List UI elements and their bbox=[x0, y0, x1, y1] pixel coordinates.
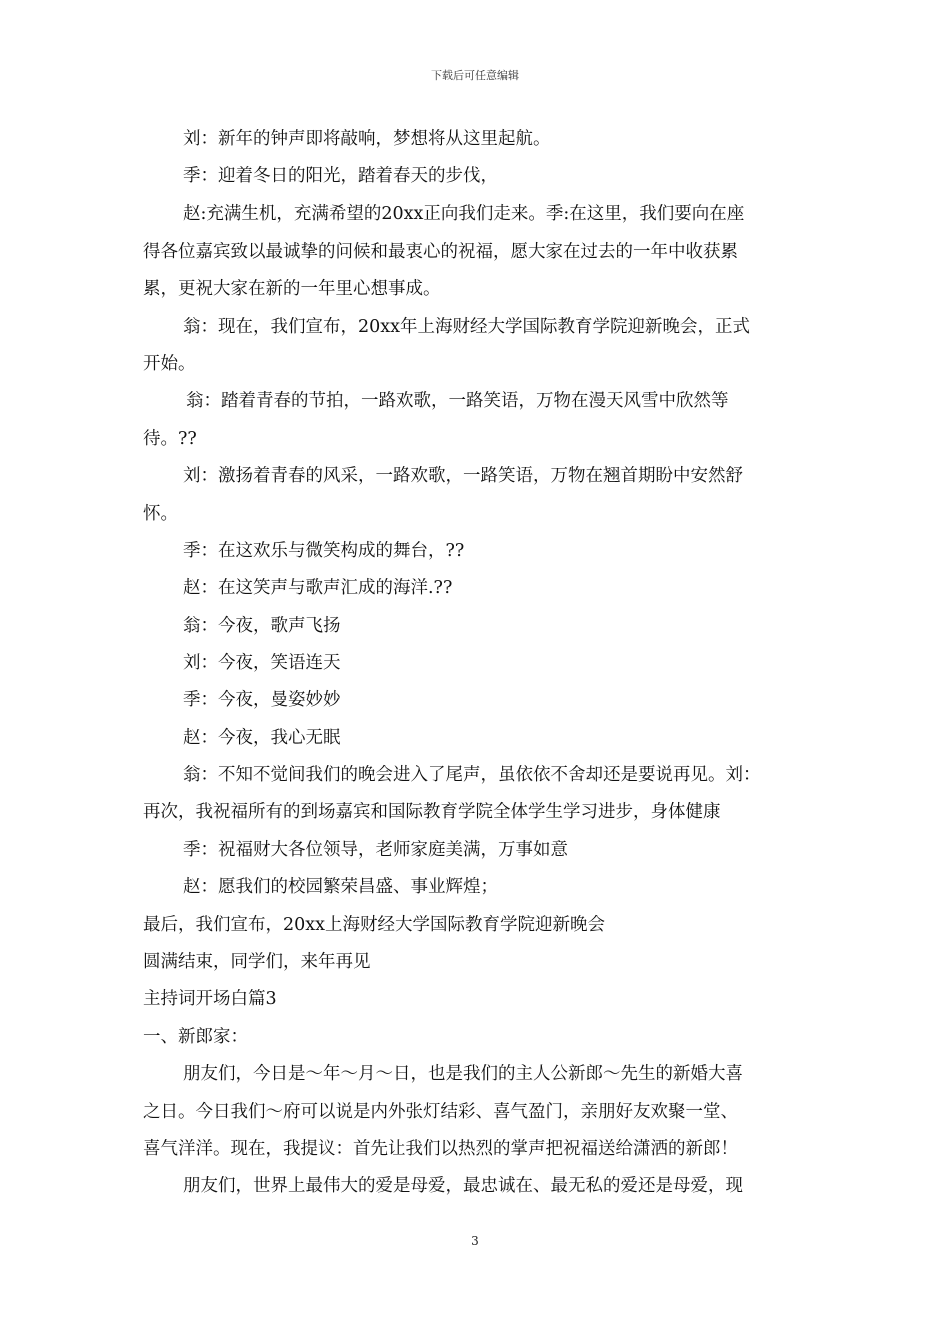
text-line: 喜气洋洋。现在，我提议：首先让我们以热烈的掌声把祝福送给潇洒的新郎！ bbox=[143, 1139, 738, 1159]
text-line: 刘：新年的钟声即将敲响，梦想将从这里起航。 bbox=[183, 129, 551, 149]
text-line: 再次，我祝福所有的到场嘉宾和国际教育学院全体学生学习进步，身体健康 bbox=[143, 802, 721, 822]
text-line: 之日。今日我们～府可以说是内外张灯结彩、喜气盈门，亲朋好友欢聚一堂、 bbox=[143, 1102, 738, 1122]
page-header: 下载后可任意编辑 bbox=[431, 69, 519, 82]
text-line: 累，更祝大家在新的一年里心想事成。 bbox=[143, 279, 441, 299]
text-line: 季：迎着冬日的阳光，踏着春天的步伐， bbox=[183, 166, 498, 186]
text-line: 赵：愿我们的校园繁荣昌盛、事业辉煌； bbox=[183, 877, 498, 897]
text-line: 翁：现在，我们宣布，20xx年上海财经大学国际教育学院迎新晚会，正式 bbox=[183, 317, 751, 337]
text-line: 圆满结束，同学们，来年再见 bbox=[143, 952, 371, 972]
text-line: 赵:充满生机，充满希望的20xx正向我们走来。季:在这里，我们要向在座 bbox=[183, 204, 745, 224]
section-heading: 主持词开场白篇3 bbox=[143, 989, 277, 1009]
text-line: 季：今夜，曼姿妙妙 bbox=[183, 690, 341, 710]
text-line: 得各位嘉宾致以最诚挚的问候和最衷心的祝福，愿大家在过去的一年中收获累 bbox=[143, 242, 738, 262]
text-line: 季：在这欢乐与微笑构成的舞台，?? bbox=[183, 541, 465, 561]
text-line: 赵：今夜，我心无眠 bbox=[183, 728, 341, 748]
text-line: 赵：在这笑声与歌声汇成的海洋.?? bbox=[183, 578, 453, 598]
text-line: 刘：激扬着青春的风采，一路欢歌，一路笑语，万物在翘首期盼中安然舒 bbox=[183, 466, 743, 486]
text-line: 朋友们，世界上最伟大的爱是母爱，最忠诚在、最无私的爱还是母爱，现 bbox=[183, 1176, 743, 1196]
text-line: 一、新郎家： bbox=[143, 1027, 248, 1047]
text-line: 朋友们，今日是～年～月～日，也是我们的主人公新郎～先生的新婚大喜 bbox=[183, 1064, 743, 1084]
text-line: 季：祝福财大各位领导，老师家庭美满，万事如意 bbox=[183, 840, 568, 860]
text-line: 待。?? bbox=[143, 429, 197, 449]
text-line: 开始。 bbox=[143, 354, 196, 374]
page-number: 3 bbox=[471, 1234, 479, 1248]
text-line: 翁：不知不觉间我们的晚会进入了尾声，虽依依不舍却还是要说再见。刘： bbox=[183, 765, 761, 785]
text-line: 翁：踏着青春的节拍，一路欢歌，一路笑语，万物在漫天风雪中欣然等 bbox=[186, 391, 729, 411]
text-line: 刘：今夜，笑语连天 bbox=[183, 653, 341, 673]
text-line: 最后，我们宣布，20xx上海财经大学国际教育学院迎新晚会 bbox=[143, 915, 606, 935]
text-line: 怀。 bbox=[143, 504, 178, 524]
text-line: 翁：今夜，歌声飞扬 bbox=[183, 616, 341, 636]
